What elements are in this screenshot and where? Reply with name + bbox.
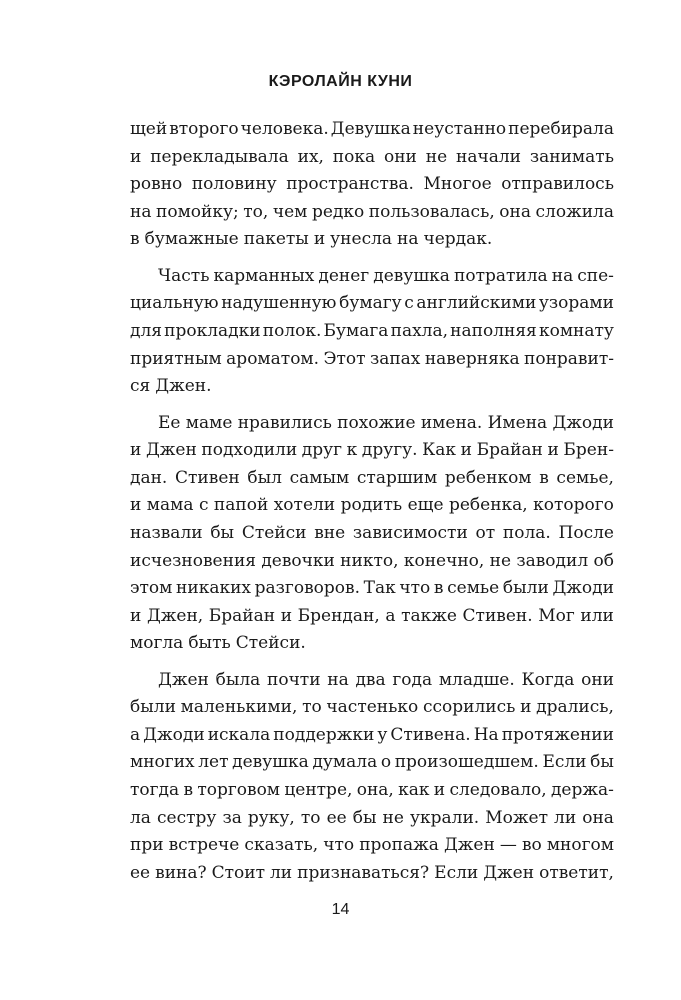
text-line: тогда в торговом центре, она, как и следовало, держа- (130, 780, 614, 801)
text-line: при встрече сказать, что пропажа Джен — во многом (130, 835, 614, 856)
paragraph-gap (130, 401, 614, 410)
text-line: ровно половину пространства. Многое отправилось (130, 174, 614, 195)
text-line: на помойку; то, чем редко пользовалась, она сложила (130, 201, 614, 222)
running-head-author: КЭРОЛАЙН КУНИ (268, 73, 413, 90)
text-line: ся Джен. (130, 376, 212, 397)
paragraph-gap (130, 254, 614, 263)
text-line: и перекладывала их, пока они не начали занимать (130, 146, 614, 167)
text-line: циальную надушенную бумагу с английскими узорами (130, 293, 614, 314)
text-line: Джен была почти на два года младше. Когда они (158, 669, 614, 690)
text-line: ее вина? Стоит ли признаваться? Если Джен ответит, (130, 862, 614, 883)
paragraph (130, 410, 614, 658)
text-line: в бумажные пакеты и унесла на чердак. (130, 229, 493, 250)
text-line: щей второго человека. Девушка неустанно перебирала (130, 119, 614, 139)
paragraph (130, 116, 614, 254)
text-line: и Джен подходили друг к другу. Как и Брайан и Брен- (130, 440, 614, 461)
paragraph-gap (130, 658, 614, 667)
text-line: приятным ароматом. Этот запах наверняка понравит- (130, 348, 614, 369)
body-text (130, 116, 614, 887)
text-line: были маленькими, то частенько ссорились и дрались, (130, 697, 614, 718)
text-line: назвали бы Стейси вне зависимости от пола. После (130, 522, 614, 543)
text-line: а Джоди искала поддержки у Стивена. На протяжении (130, 724, 614, 745)
text-line: этом никаких разговоров. Так что в семье были Джоди (130, 578, 614, 599)
text-line: дан. Стивен был самым старшим ребенком в семье, (130, 467, 614, 488)
text-line: исчезновения девочки никто, конечно, не заводил об (130, 550, 614, 571)
paragraph (130, 667, 614, 888)
text-line: и мама с папой хотели родить еще ребенка, которого (130, 495, 614, 516)
page-number: 14 (331, 901, 350, 918)
text-line: ла сестру за руку, то ее бы не украли. Может ли она (130, 807, 614, 828)
text-line: и Джен, Брайан и Брендан, а также Стивен. Мог или (130, 605, 614, 626)
text-line: для прокладки полок. Бумага пахла, наполняя комнату (130, 320, 614, 341)
text-line: Ее маме нравились похожие имена. Имена Джоди (158, 412, 614, 433)
text-line: многих лет девушка думала о произошедшем. Если бы (130, 752, 614, 773)
text-line: могла быть Стейси. (130, 633, 306, 654)
paragraph (130, 263, 614, 401)
text-line: Часть карманных денег девушка потратила на спе- (158, 265, 614, 286)
